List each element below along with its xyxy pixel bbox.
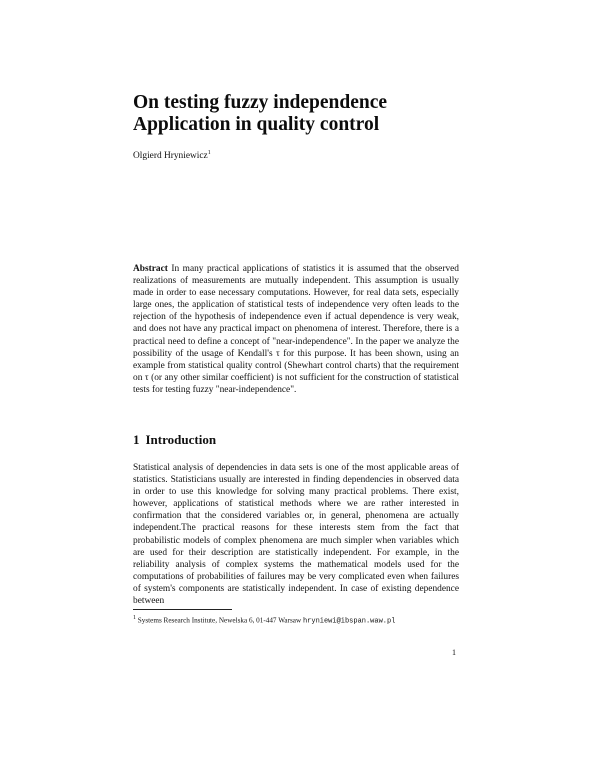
section-number: 1 [133,432,140,447]
paper-title [133,92,533,136]
author-name: Olgierd Hryniewicz [133,151,208,162]
footnote-email: hryniewi@ibspan.waw.pl [302,617,396,626]
footnote-affiliation: Systems Research Institute, Newelska 6, 01-447 Warsaw [137,616,302,625]
author-footnote-mark: 1 [207,150,211,156]
footnote-mark: 1 [133,615,136,621]
title-line-2: Application in quality control [133,114,380,135]
abstract-text: In many practical applications of statistics it is assumed that the observed realizations of measurements are mutually independent. This assumption is usually made in order to ease necessary computations. However, for real data sets, especially large ones, the application of statistical tests of independence very often leads to the rejection of the hypothesis of independence even if actual dependence is very weak, and does not have any practical impact on phenomena of interest. Therefore, there is a practical need to define a concept of "near-independence". In the paper we analyze the possibility of the usage of Kendall's τ for this purpose. It has been shown, using an example from statistical quality control (Shewhart control charts) that the requirement on τ (or any other similar coefficient) is not sufficient for the construction of statistical tests for testing fuzzy "near-independence". [133,264,459,395]
section-title: Introduction [145,432,217,447]
section-heading [133,432,216,448]
title-line-1: On testing fuzzy independence [133,92,388,113]
author-line [133,150,211,161]
abstract-heading: Abstract [133,264,168,274]
body-paragraph: Statistical analysis of dependencies in data sets is one of the most applicable areas of statistics. Statisticians usually are interested in finding dependencies in observed data in order to use this knowledge for solving many practical problems. There exist, however, applications of statistical methods where we are rather interested in confirmation that the considered variables or, in general, phenomena are actually independent.The practical reasons for these interests stem from the fact that probabilistic models of complex phenomena are much simpler when variables which are used for their description are statistically independent. For example, in the reliability analysis of complex systems the mathematical models used for the computations of probabilities of failures may be very complicated even when failures of system's components are statistically independent. In case of existing dependence between [133,463,459,607]
page-number: 1 [452,648,456,657]
footnote-rule [133,609,232,610]
footnote [133,614,463,626]
abstract [133,263,459,396]
